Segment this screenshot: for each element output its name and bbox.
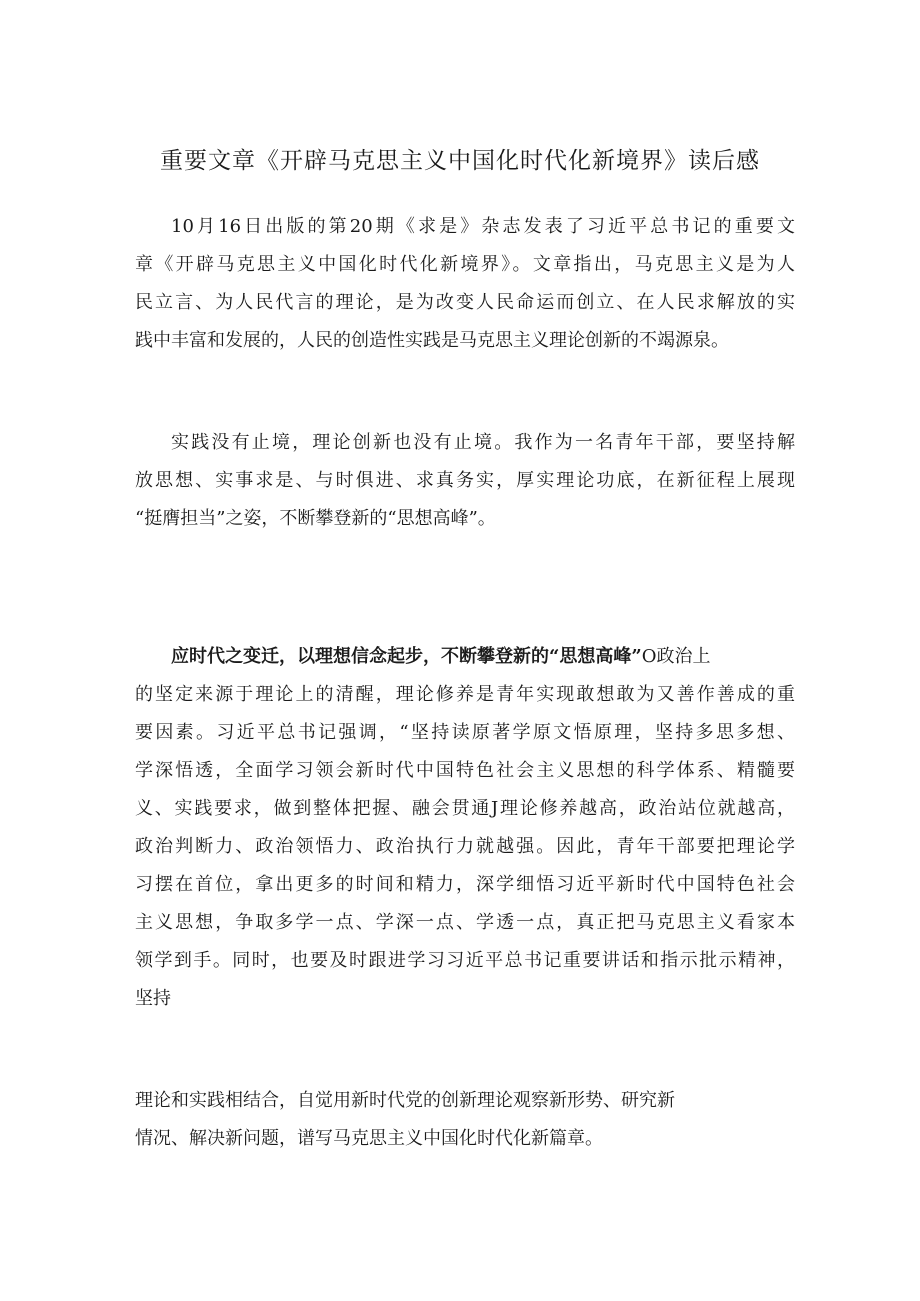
document-title: 重要文章《开辟马克思主义中国化时代化新境界》读后感: [160, 148, 760, 174]
paragraph-line: 的坚定来源于理论上的清醒，理论修养是青年实现敢想敢为又善作善成的重: [135, 684, 795, 705]
paragraph-line: 要因素。习近平总书记强调，“坚持读原著学原文悟原理，坚持多思多想、: [135, 722, 795, 743]
paragraph-line: 理论和实践相结合，自觉用新时代党的创新理论观察新形势、研究新: [135, 1090, 675, 1111]
paragraph-line: 义、实践要求，做到整体把握、融会贯通J理论修养越高，政治站位就越高，: [135, 798, 795, 819]
paragraph-line: 践中丰富和发展的，人民的创造性实践是马克思主义理论创新的不竭源泉。: [135, 330, 729, 351]
paragraph-line: 领学到手。同时，也要及时跟进学习习近平总书记重要讲话和指示批示精神，: [135, 950, 795, 971]
paragraph-line: 政治判断力、政治领悟力、政治执行力就越强。因此，青年干部要把理论学: [135, 836, 795, 857]
paragraph-line: 情况、解决新问题，谱写马克思主义中国化时代化新篇章。: [135, 1128, 603, 1149]
paragraph-line: 实践没有止境，理论创新也没有止境。我作为一名青年干部，要坚持解: [171, 432, 795, 453]
paragraph-line: “挺膺担当”之姿，不断攀登新的“思想高峰”。: [135, 508, 496, 529]
paragraph-line: 习摆在首位，拿出更多的时间和精力，深学细悟习近平新时代中国特色社会: [135, 874, 795, 895]
paragraph-line: 10月16日出版的第20期《求是》杂志发表了习近平总书记的重要文: [171, 216, 795, 237]
paragraph-line: 主义思想，争取多学一点、学深一点、学透一点，真正把马克思主义看家本: [135, 912, 795, 933]
heading-tail-text: O政治上: [641, 646, 711, 667]
paragraph-line: 学深悟透，全面学习领会新时代中国特色社会主义思想的科学体系、精髓要: [135, 760, 795, 781]
section-heading: 应时代之变迁，以理想信念起步，不断攀登新的“思想高峰”: [171, 646, 642, 667]
paragraph-line-first: [135, 638, 795, 676]
paragraph-line: 坚持: [135, 988, 171, 1009]
paragraph-1: [135, 208, 795, 360]
paragraph-3: [135, 638, 795, 1018]
paragraph-line: 放思想、实事求是、与时俱进、求真务实，厚实理论功底，在新征程上展现: [135, 470, 795, 491]
paragraph-line: 民立言、为人民代言的理论，是为改变人民命运而创立、在人民求解放的实: [135, 292, 795, 313]
paragraph-2: [135, 424, 795, 538]
paragraph-line: 章《开辟马克思主义中国化时代化新境界》。文章指出，马克思主义是为人: [135, 254, 795, 275]
paragraph-4: [135, 1082, 795, 1158]
